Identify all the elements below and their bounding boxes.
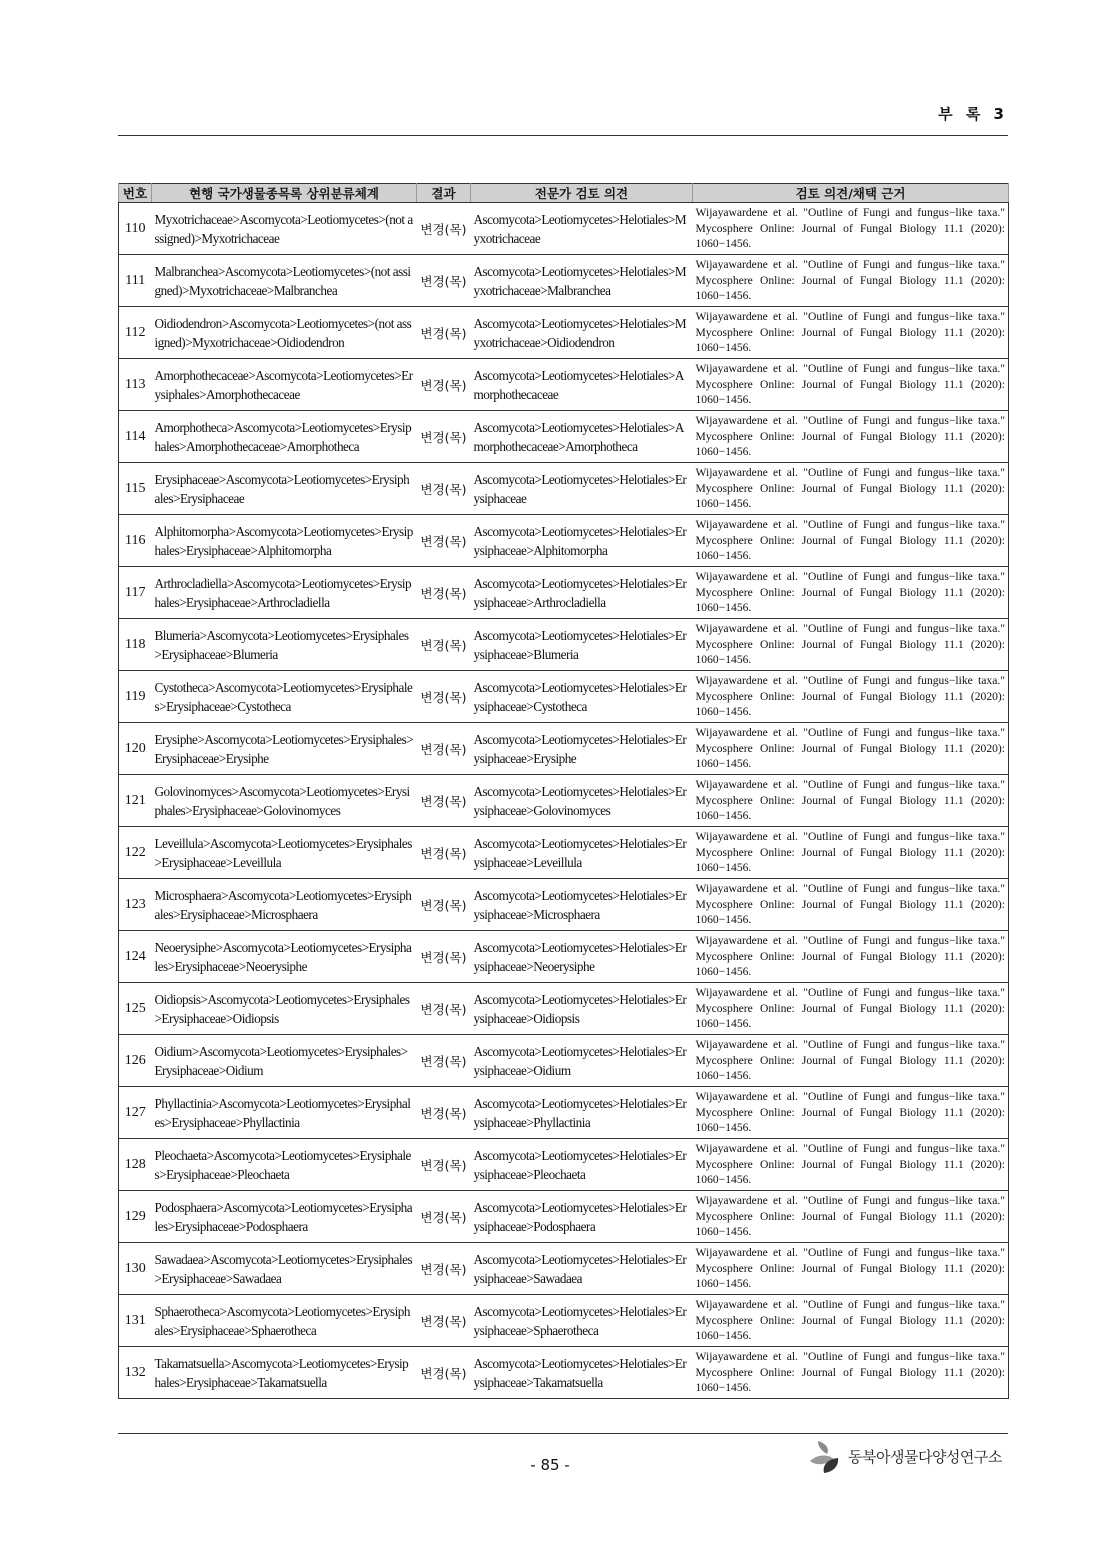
- table-row: [119, 931, 1009, 983]
- row-result: 변경(목): [417, 1035, 471, 1087]
- row-result: 변경(목): [417, 463, 471, 515]
- row-expert-opinion: Ascomycota>Leotiomycetes>Helotiales>Amorphothecaceae: [471, 359, 693, 411]
- row-rationale: Wijayawardene et al. "Outline of Fungi and fungus−like taxa." Mycosphere Online: Journal of Fungal Biology 11.1 (2020): 1060−1456.: [693, 463, 1009, 515]
- table-row: [119, 255, 1009, 307]
- table-body: [119, 203, 1009, 1399]
- row-expert-opinion: Ascomycota>Leotiomycetes>Helotiales>Erysiphaceae>Sphaerotheca: [471, 1295, 693, 1347]
- row-result: 변경(목): [417, 671, 471, 723]
- row-expert-opinion: Ascomycota>Leotiomycetes>Helotiales>Erysiphaceae>Arthrocladiella: [471, 567, 693, 619]
- row-rationale: Wijayawardene et al. "Outline of Fungi and fungus−like taxa." Mycosphere Online: Journal of Fungal Biology 11.1 (2020): 1060−1456.: [693, 255, 1009, 307]
- table-row: [119, 671, 1009, 723]
- table-row: [119, 1243, 1009, 1295]
- row-number: 129: [119, 1191, 152, 1243]
- row-rationale: Wijayawardene et al. "Outline of Fungi and fungus−like taxa." Mycosphere Online: Journal of Fungal Biology 11.1 (2020): 1060−1456.: [693, 1139, 1009, 1191]
- row-current-classification: Neoerysiphe>Ascomycota>Leotiomycetes>Erysiphales>Erysiphaceae>Neoerysiphe: [152, 931, 417, 983]
- table-row: [119, 723, 1009, 775]
- row-result: 변경(목): [417, 515, 471, 567]
- row-result: 변경(목): [417, 411, 471, 463]
- table-row: [119, 411, 1009, 463]
- row-result: 변경(목): [417, 1243, 471, 1295]
- row-number: 124: [119, 931, 152, 983]
- row-current-classification: Arthrocladiella>Ascomycota>Leotiomycetes>Erysiphales>Erysiphaceae>Arthrocladiella: [152, 567, 417, 619]
- row-current-classification: Sphaerotheca>Ascomycota>Leotiomycetes>Erysiphales>Erysiphaceae>Sphaerotheca: [152, 1295, 417, 1347]
- row-expert-opinion: Ascomycota>Leotiomycetes>Helotiales>Myxotrichaceae: [471, 203, 693, 255]
- table-row: [119, 827, 1009, 879]
- row-number: 121: [119, 775, 152, 827]
- row-rationale: Wijayawardene et al. "Outline of Fungi and fungus−like taxa." Mycosphere Online: Journal of Fungal Biology 11.1 (2020): 1060−1456.: [693, 1295, 1009, 1347]
- institute-leaf-logo-icon: [808, 1437, 844, 1475]
- row-rationale: Wijayawardene et al. "Outline of Fungi and fungus−like taxa." Mycosphere Online: Journal of Fungal Biology 11.1 (2020): 1060−1456.: [693, 723, 1009, 775]
- row-rationale: Wijayawardene et al. "Outline of Fungi and fungus−like taxa." Mycosphere Online: Journal of Fungal Biology 11.1 (2020): 1060−1456.: [693, 1087, 1009, 1139]
- row-result: 변경(목): [417, 1191, 471, 1243]
- row-rationale: Wijayawardene et al. "Outline of Fungi and fungus−like taxa." Mycosphere Online: Journal of Fungal Biology 11.1 (2020): 1060−1456.: [693, 411, 1009, 463]
- row-expert-opinion: Ascomycota>Leotiomycetes>Helotiales>Erysiphaceae>Blumeria: [471, 619, 693, 671]
- row-result: 변경(목): [417, 931, 471, 983]
- row-result: 변경(목): [417, 1087, 471, 1139]
- row-rationale: Wijayawardene et al. "Outline of Fungi and fungus−like taxa." Mycosphere Online: Journal of Fungal Biology 11.1 (2020): 1060−1456.: [693, 931, 1009, 983]
- row-expert-opinion: Ascomycota>Leotiomycetes>Helotiales>Erysiphaceae>Golovinomyces: [471, 775, 693, 827]
- row-number: 112: [119, 307, 152, 359]
- row-result: 변경(목): [417, 619, 471, 671]
- row-number: 122: [119, 827, 152, 879]
- row-rationale: Wijayawardene et al. "Outline of Fungi and fungus−like taxa." Mycosphere Online: Journal of Fungal Biology 11.1 (2020): 1060−1456.: [693, 1243, 1009, 1295]
- row-expert-opinion: Ascomycota>Leotiomycetes>Helotiales>Erysiphaceae>Neoerysiphe: [471, 931, 693, 983]
- row-number: 113: [119, 359, 152, 411]
- table-row: [119, 879, 1009, 931]
- table-row: [119, 1087, 1009, 1139]
- row-current-classification: Myxotrichaceae>Ascomycota>Leotiomycetes>(not assigned)>Myxotrichaceae: [152, 203, 417, 255]
- row-result: 변경(목): [417, 1347, 471, 1399]
- page-number: - 85 -: [530, 1456, 570, 1474]
- row-current-classification: Alphitomorpha>Ascomycota>Leotiomycetes>Erysiphales>Erysiphaceae>Alphitomorpha: [152, 515, 417, 567]
- row-current-classification: Microsphaera>Ascomycota>Leotiomycetes>Erysiphales>Erysiphaceae>Microsphaera: [152, 879, 417, 931]
- table-row: [119, 1295, 1009, 1347]
- row-expert-opinion: Ascomycota>Leotiomycetes>Helotiales>Erysiphaceae>Sawadaea: [471, 1243, 693, 1295]
- column-header-number: 번호: [119, 184, 152, 203]
- row-current-classification: Golovinomyces>Ascomycota>Leotiomycetes>Erysiphales>Erysiphaceae>Golovinomyces: [152, 775, 417, 827]
- row-current-classification: Erysiphaceae>Ascomycota>Leotiomycetes>Erysiphales>Erysiphaceae: [152, 463, 417, 515]
- row-current-classification: Phyllactinia>Ascomycota>Leotiomycetes>Erysiphales>Erysiphaceae>Phyllactinia: [152, 1087, 417, 1139]
- row-number: 117: [119, 567, 152, 619]
- row-result: 변경(목): [417, 775, 471, 827]
- institute-name: 동북아생물다양성연구소: [848, 1447, 1002, 1466]
- row-expert-opinion: Ascomycota>Leotiomycetes>Helotiales>Erysiphaceae: [471, 463, 693, 515]
- row-current-classification: Blumeria>Ascomycota>Leotiomycetes>Erysiphales>Erysiphaceae>Blumeria: [152, 619, 417, 671]
- row-current-classification: Leveillula>Ascomycota>Leotiomycetes>Erysiphales>Erysiphaceae>Leveillula: [152, 827, 417, 879]
- row-expert-opinion: Ascomycota>Leotiomycetes>Helotiales>Erysiphaceae>Takamatsuella: [471, 1347, 693, 1399]
- row-expert-opinion: Ascomycota>Leotiomycetes>Helotiales>Erysiphaceae>Phyllactinia: [471, 1087, 693, 1139]
- row-number: 131: [119, 1295, 152, 1347]
- row-current-classification: Podosphaera>Ascomycota>Leotiomycetes>Erysiphales>Erysiphaceae>Podosphaera: [152, 1191, 417, 1243]
- row-expert-opinion: Ascomycota>Leotiomycetes>Helotiales>Erysiphaceae>Erysiphe: [471, 723, 693, 775]
- row-current-classification: Erysiphe>Ascomycota>Leotiomycetes>Erysiphales>Erysiphaceae>Erysiphe: [152, 723, 417, 775]
- row-number: 130: [119, 1243, 152, 1295]
- row-current-classification: Malbranchea>Ascomycota>Leotiomycetes>(not assigned)>Myxotrichaceae>Malbranchea: [152, 255, 417, 307]
- row-rationale: Wijayawardene et al. "Outline of Fungi and fungus−like taxa." Mycosphere Online: Journal of Fungal Biology 11.1 (2020): 1060−1456.: [693, 1035, 1009, 1087]
- row-result: 변경(목): [417, 983, 471, 1035]
- table-row: [119, 1347, 1009, 1399]
- row-rationale: Wijayawardene et al. "Outline of Fungi and fungus−like taxa." Mycosphere Online: Journal of Fungal Biology 11.1 (2020): 1060−1456.: [693, 567, 1009, 619]
- table-row: [119, 775, 1009, 827]
- row-expert-opinion: Ascomycota>Leotiomycetes>Helotiales>Erysiphaceae>Alphitomorpha: [471, 515, 693, 567]
- row-current-classification: Cystotheca>Ascomycota>Leotiomycetes>Erysiphales>Erysiphaceae>Cystotheca: [152, 671, 417, 723]
- table-row: [119, 1035, 1009, 1087]
- row-expert-opinion: Ascomycota>Leotiomycetes>Helotiales>Erysiphaceae>Oidium: [471, 1035, 693, 1087]
- row-current-classification: Takamatsuella>Ascomycota>Leotiomycetes>Erysiphales>Erysiphaceae>Takamatsuella: [152, 1347, 417, 1399]
- row-result: 변경(목): [417, 359, 471, 411]
- row-number: 123: [119, 879, 152, 931]
- row-current-classification: Amorphothecaceae>Ascomycota>Leotiomycetes>Erysiphales>Amorphothecaceae: [152, 359, 417, 411]
- row-expert-opinion: Ascomycota>Leotiomycetes>Helotiales>Myxotrichaceae>Oidiodendron: [471, 307, 693, 359]
- row-result: 변경(목): [417, 307, 471, 359]
- row-result: 변경(목): [417, 723, 471, 775]
- row-number: 127: [119, 1087, 152, 1139]
- row-result: 변경(목): [417, 879, 471, 931]
- row-number: 126: [119, 1035, 152, 1087]
- row-number: 125: [119, 983, 152, 1035]
- column-header-expert-opinion: 전문가 검토 의견: [471, 184, 693, 203]
- row-rationale: Wijayawardene et al. "Outline of Fungi and fungus−like taxa." Mycosphere Online: Journal of Fungal Biology 11.1 (2020): 1060−1456.: [693, 827, 1009, 879]
- row-rationale: Wijayawardene et al. "Outline of Fungi and fungus−like taxa." Mycosphere Online: Journal of Fungal Biology 11.1 (2020): 1060−1456.: [693, 983, 1009, 1035]
- row-result: 변경(목): [417, 1139, 471, 1191]
- table-row: [119, 515, 1009, 567]
- row-current-classification: Oidium>Ascomycota>Leotiomycetes>Erysiphales>Erysiphaceae>Oidium: [152, 1035, 417, 1087]
- row-rationale: Wijayawardene et al. "Outline of Fungi and fungus−like taxa." Mycosphere Online: Journal of Fungal Biology 11.1 (2020): 1060−1456.: [693, 671, 1009, 723]
- row-number: 120: [119, 723, 152, 775]
- row-expert-opinion: Ascomycota>Leotiomycetes>Helotiales>Amorphothecaceae>Amorphotheca: [471, 411, 693, 463]
- row-rationale: Wijayawardene et al. "Outline of Fungi and fungus−like taxa." Mycosphere Online: Journal of Fungal Biology 11.1 (2020): 1060−1456.: [693, 307, 1009, 359]
- table-row: [119, 1191, 1009, 1243]
- row-result: 변경(목): [417, 1295, 471, 1347]
- footer-divider: [118, 1433, 1008, 1434]
- row-expert-opinion: Ascomycota>Leotiomycetes>Helotiales>Erysiphaceae>Podosphaera: [471, 1191, 693, 1243]
- row-rationale: Wijayawardene et al. "Outline of Fungi and fungus−like taxa." Mycosphere Online: Journal of Fungal Biology 11.1 (2020): 1060−1456.: [693, 515, 1009, 567]
- taxonomy-review-table: [118, 183, 1009, 1399]
- row-result: 변경(목): [417, 827, 471, 879]
- header-divider: [118, 135, 1008, 136]
- row-number: 132: [119, 1347, 152, 1399]
- row-rationale: Wijayawardene et al. "Outline of Fungi and fungus−like taxa." Mycosphere Online: Journal of Fungal Biology 11.1 (2020): 1060−1456.: [693, 879, 1009, 931]
- row-rationale: Wijayawardene et al. "Outline of Fungi and fungus−like taxa." Mycosphere Online: Journal of Fungal Biology 11.1 (2020): 1060−1456.: [693, 1347, 1009, 1399]
- row-number: 116: [119, 515, 152, 567]
- column-header-current-classification: 현행 국가생물종목록 상위분류체계: [152, 184, 417, 203]
- row-number: 114: [119, 411, 152, 463]
- row-current-classification: Sawadaea>Ascomycota>Leotiomycetes>Erysiphales>Erysiphaceae>Sawadaea: [152, 1243, 417, 1295]
- table-row: [119, 619, 1009, 671]
- row-number: 118: [119, 619, 152, 671]
- row-expert-opinion: Ascomycota>Leotiomycetes>Helotiales>Erysiphaceae>Cystotheca: [471, 671, 693, 723]
- row-current-classification: Oidiopsis>Ascomycota>Leotiomycetes>Erysiphales>Erysiphaceae>Oidiopsis: [152, 983, 417, 1035]
- row-result: 변경(목): [417, 203, 471, 255]
- institute-logo: [808, 1437, 1002, 1475]
- row-rationale: Wijayawardene et al. "Outline of Fungi and fungus−like taxa." Mycosphere Online: Journal of Fungal Biology 11.1 (2020): 1060−1456.: [693, 1191, 1009, 1243]
- row-expert-opinion: Ascomycota>Leotiomycetes>Helotiales>Myxotrichaceae>Malbranchea: [471, 255, 693, 307]
- table-row: [119, 983, 1009, 1035]
- row-result: 변경(목): [417, 255, 471, 307]
- table-row: [119, 567, 1009, 619]
- row-current-classification: Amorphotheca>Ascomycota>Leotiomycetes>Erysiphales>Amorphothecaceae>Amorphotheca: [152, 411, 417, 463]
- row-expert-opinion: Ascomycota>Leotiomycetes>Helotiales>Erysiphaceae>Leveillula: [471, 827, 693, 879]
- column-header-rationale: 검토 의견/채택 근거: [693, 184, 1009, 203]
- row-number: 115: [119, 463, 152, 515]
- row-current-classification: Pleochaeta>Ascomycota>Leotiomycetes>Erysiphales>Erysiphaceae>Pleochaeta: [152, 1139, 417, 1191]
- table-header-row: [119, 184, 1009, 203]
- row-number: 119: [119, 671, 152, 723]
- row-expert-opinion: Ascomycota>Leotiomycetes>Helotiales>Erysiphaceae>Pleochaeta: [471, 1139, 693, 1191]
- appendix-label: 부 록 3: [938, 105, 1008, 123]
- row-rationale: Wijayawardene et al. "Outline of Fungi and fungus−like taxa." Mycosphere Online: Journal of Fungal Biology 11.1 (2020): 1060−1456.: [693, 619, 1009, 671]
- row-expert-opinion: Ascomycota>Leotiomycetes>Helotiales>Erysiphaceae>Oidiopsis: [471, 983, 693, 1035]
- table-row: [119, 463, 1009, 515]
- row-expert-opinion: Ascomycota>Leotiomycetes>Helotiales>Erysiphaceae>Microsphaera: [471, 879, 693, 931]
- row-number: 111: [119, 255, 152, 307]
- row-result: 변경(목): [417, 567, 471, 619]
- table-row: [119, 1139, 1009, 1191]
- row-number: 110: [119, 203, 152, 255]
- row-rationale: Wijayawardene et al. "Outline of Fungi and fungus−like taxa." Mycosphere Online: Journal of Fungal Biology 11.1 (2020): 1060−1456.: [693, 359, 1009, 411]
- table-row: [119, 307, 1009, 359]
- row-rationale: Wijayawardene et al. "Outline of Fungi and fungus−like taxa." Mycosphere Online: Journal of Fungal Biology 11.1 (2020): 1060−1456.: [693, 775, 1009, 827]
- table-row: [119, 203, 1009, 255]
- row-number: 128: [119, 1139, 152, 1191]
- table-row: [119, 359, 1009, 411]
- row-rationale: Wijayawardene et al. "Outline of Fungi and fungus−like taxa." Mycosphere Online: Journal of Fungal Biology 11.1 (2020): 1060−1456.: [693, 203, 1009, 255]
- row-current-classification: Oidiodendron>Ascomycota>Leotiomycetes>(not assigned)>Myxotrichaceae>Oidiodendron: [152, 307, 417, 359]
- column-header-result: 결과: [417, 184, 471, 203]
